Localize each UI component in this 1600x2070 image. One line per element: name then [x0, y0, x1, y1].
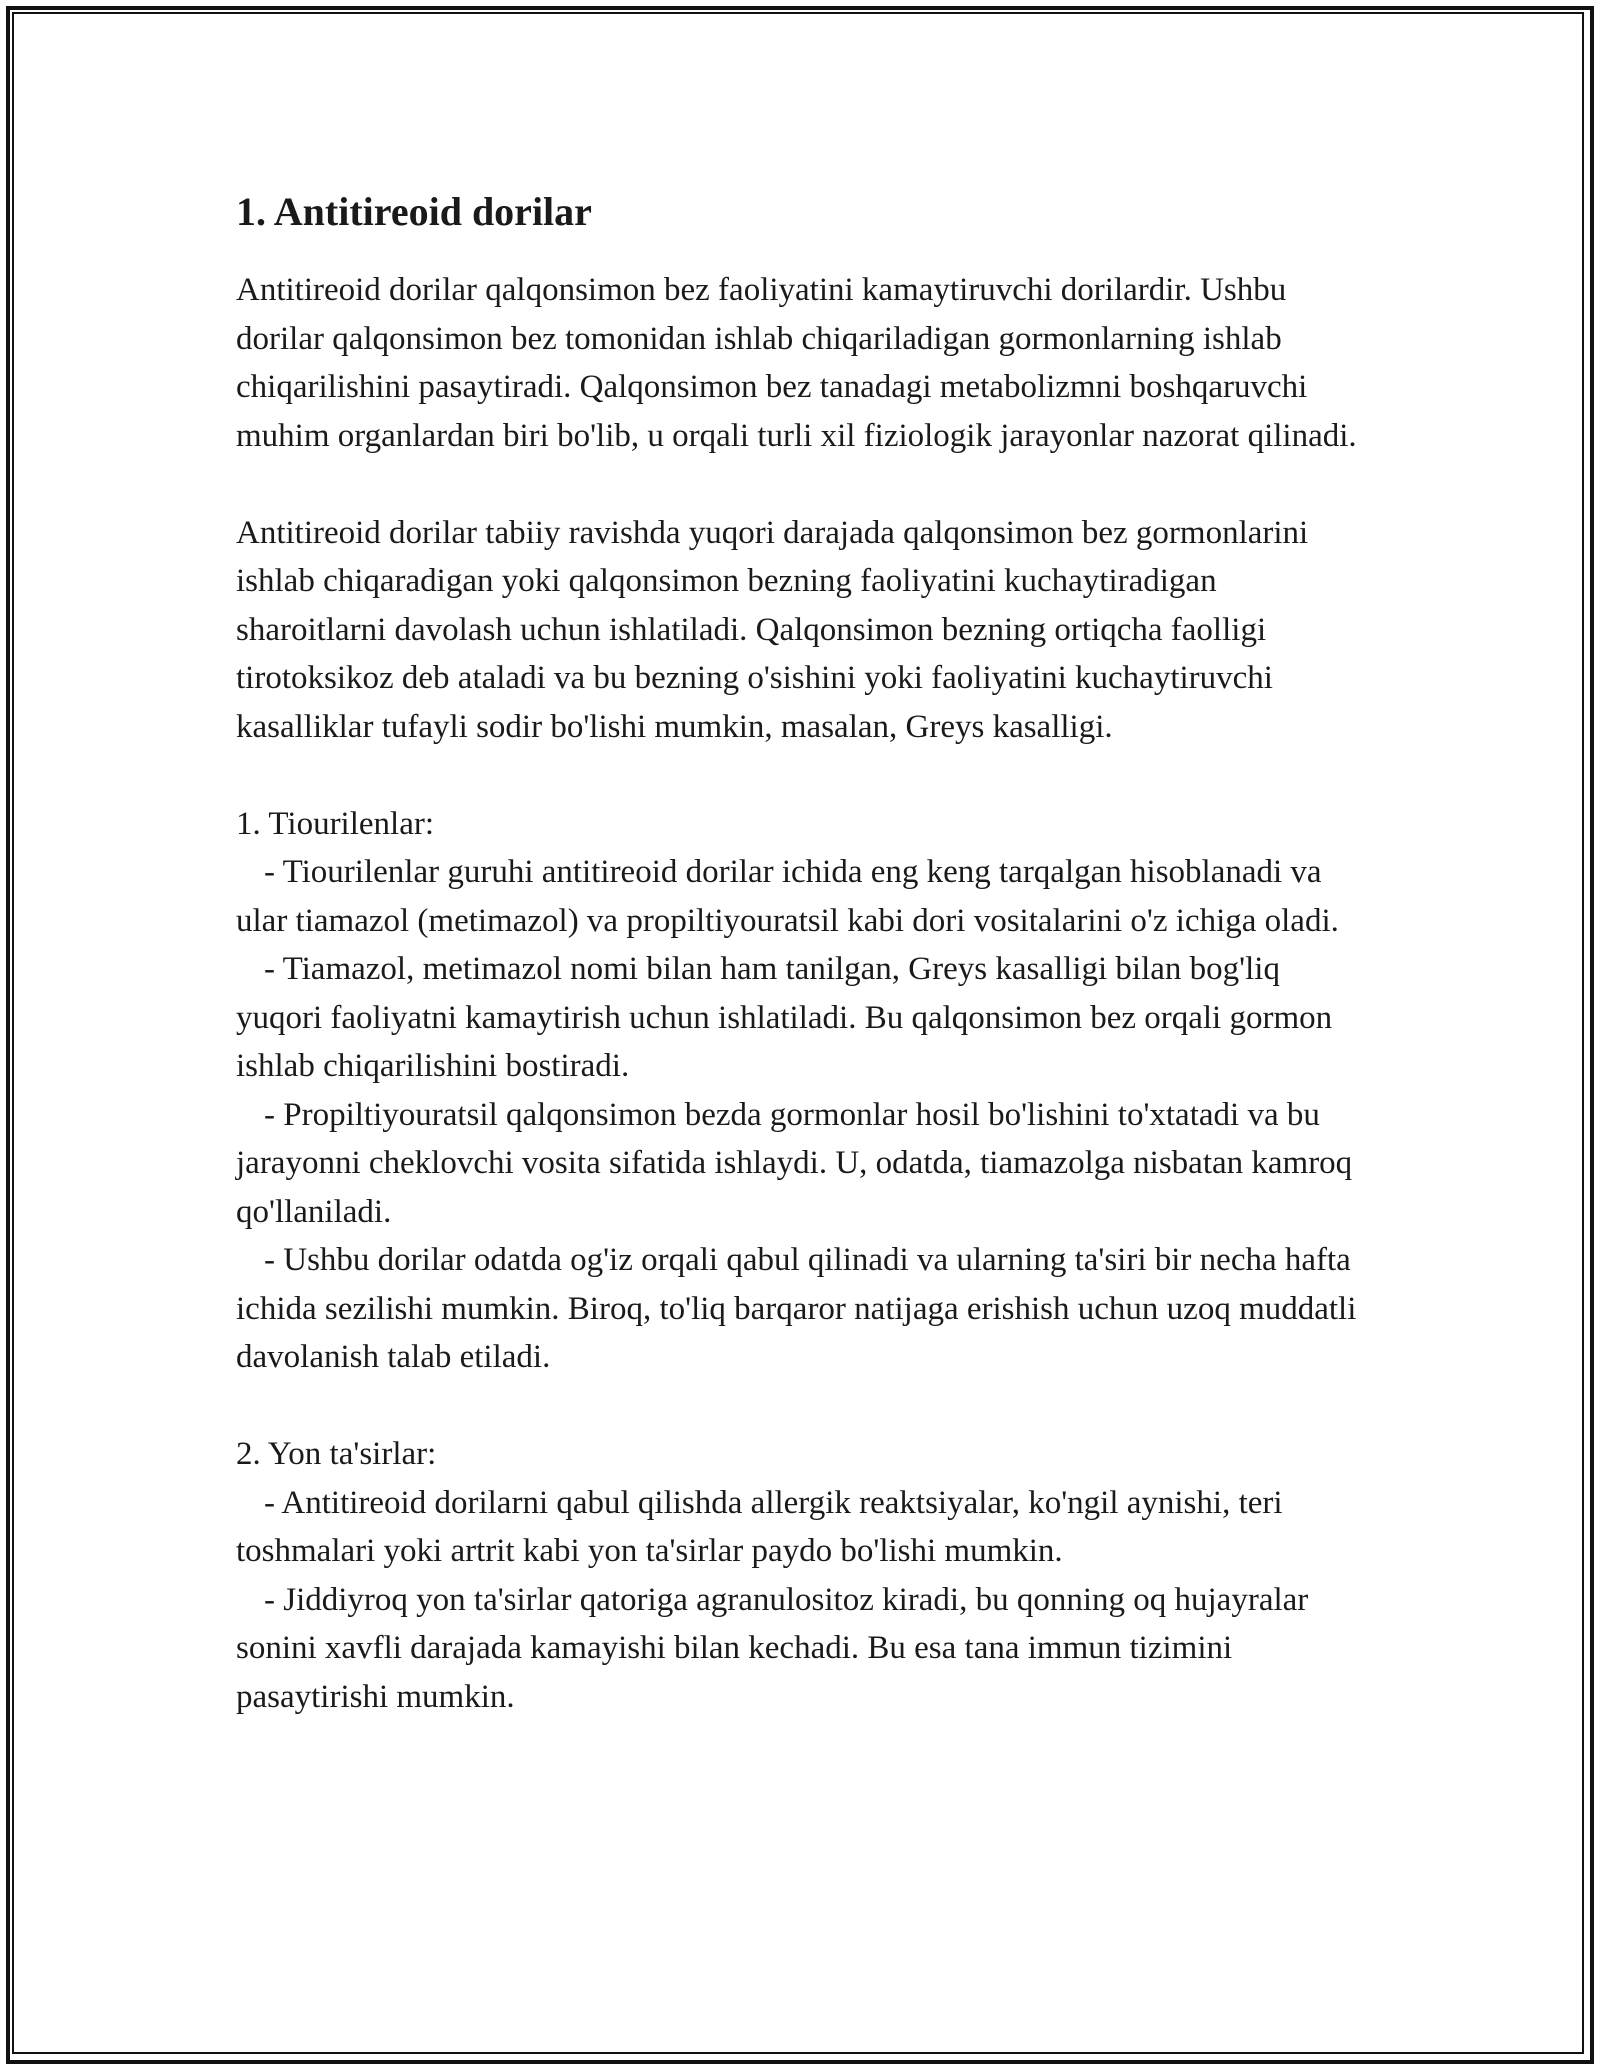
paragraph-spacer	[236, 1382, 1366, 1431]
list-item: - Tiourilenlar guruhi antitireoid dorilar ichida eng keng tarqalgan hisoblanadi va ular tiamazol (metimazol) va propiltiyouratsil kabi dori vositalarini o'z ichiga oladi.	[236, 854, 1339, 939]
section-heading: 2. Yon ta'sirlar:	[236, 1436, 437, 1472]
list-item: - Jiddiyroq yon ta'sirlar qatoriga agranulositoz kiradi, bu qonning oq hujayralar sonini xavfli darajada kamayishi bilan kechadi. Bu esa tana immun tizimini pasaytirishi mumkin.	[236, 1581, 1309, 1715]
intro-paragraph: Antitireoid dorilar qalqonsimon bez faoliyatini kamaytiruvchi dorilardir. Ushbu dorilar qalqonsimon bez tomonidan ishlab chiqariladigan gormonlarning ishlab chiqarilishini pasaytiradi. Qalqonsimon bez tanadagi metabolizmni boshqaruvchi muhim organlardan biri bo'lib, u orqali turli xil fiziologik jarayonlar nazorat qilinadi.	[236, 272, 1357, 454]
document-title: 1. Antitireoid dorilar	[236, 189, 592, 234]
document-body	[236, 186, 1366, 1721]
list-item: - Tiamazol, metimazol nomi bilan ham tanilgan, Greys kasalligi bilan bog'liq yuqori faoliyatni kamaytirish uchun ishlatiladi. Bu qalqonsimon bez orqali gormon ishlab chiqarilishini bostiradi.	[236, 951, 1333, 1084]
list-item: - Ushbu dorilar odatda og'iz orqali qabul qilinadi va ularning ta'siri bir necha hafta ichida sezilishi mumkin. Biroq, to'liq barqaror natijaga erishish uchun uzoq muddatli davolanish talab etiladi.	[236, 1242, 1357, 1375]
paragraph-spacer	[236, 460, 1366, 509]
list-item: - Propiltiyouratsil qalqonsimon bezda gormonlar hosil bo'lishini to'xtatadi va bu jarayonni cheklovchi vosita sifatida ishlaydi. U, odatda, tiamazolga nisbatan kamroq qo'llaniladi.	[236, 1096, 1353, 1230]
usage-paragraph: Antitireoid dorilar tabiiy ravishda yuqori darajada qalqonsimon bez gormonlarini ishlab chiqaradigan yoki qalqonsimon bezning faoliyatini kuchaytiradigan sharoitlarni davolash uchun ishlatiladi. Qalqonsimon bezning ortiqcha faolligi tirotoksikoz deb ataladi va bu bezning o'sishini yoki faoliyatini kuchaytiruvchi kasalliklar tufayli sodir bo'lishi mumkin, masalan, Greys kasalligi.	[236, 514, 1309, 745]
section-heading: 1. Tiourilenlar:	[236, 805, 435, 842]
section-side-effects	[236, 1430, 1366, 1721]
section-tiourilenlar	[236, 800, 1366, 1382]
list-item: - Antitireoid dorilarni qabul qilishda allergik reaktsiyalar, ko'ngil aynishi, teri toshmalari yoki artrit kabi yon ta'sirlar paydo bo'lishi mumkin.	[236, 1484, 1283, 1569]
paragraph-spacer	[236, 751, 1366, 800]
